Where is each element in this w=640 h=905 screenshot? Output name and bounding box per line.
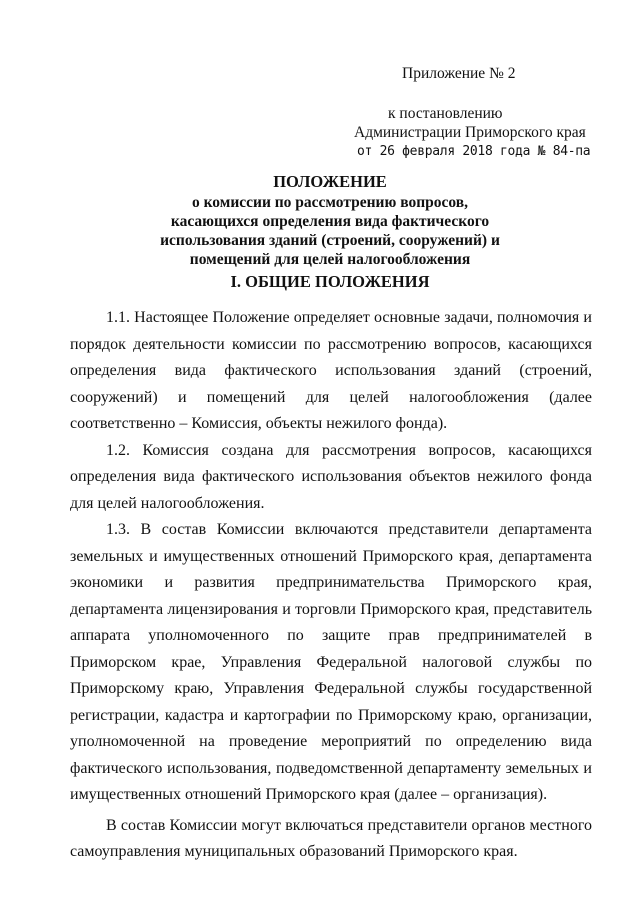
section-heading: I. ОБЩИЕ ПОЛОЖЕНИЯ (230, 272, 430, 291)
title-line-4: использования зданий (строений, сооружений) и (160, 232, 500, 249)
reference-line-1: к постановлению (388, 105, 503, 122)
paragraph-1-3: 1.3. В состав Комиссии включаются представители департамента земельных и имущественных отношений Приморского края, департамента экономики и развития предпринимательства Приморского края, департамента лицензирования и торговли Приморского края, представитель аппарата уполномоченного по защите прав предпринимателей в Приморском крае, Управления Федеральной налоговой службы по Приморскому краю, Управления Федеральной службы государственной регистрации, кадастра и картографии по Приморскому краю, организации, уполномоченной на проведение мероприятий по определению вида фактического использования, подведомственной департаменту земельных и имущественных отношений Приморского края (далее – организация). (70, 521, 592, 803)
title-line-1: ПОЛОЖЕНИЕ (273, 172, 387, 191)
resolution-reference (340, 104, 600, 161)
reference-line-2: Администрации Приморского края (354, 124, 586, 141)
paragraph-1-3-continued: В состав Комиссии могут включаться представители органов местного самоуправления муниципальных образований Приморского края. (70, 816, 592, 860)
title-line-2: о комиссии по рассмотрению вопросов, (191, 194, 469, 211)
paragraph-1-1: 1.1. Настоящее Положение определяет основные задачи, полномочия и порядок деятельности комиссии по рассмотрению вопросов, касающихся определения вида фактического использования зданий (строений, сооружений) и помещений для целей налогообложения (далее соответственно – Комиссия, объекты нежилого фонда). (70, 309, 592, 432)
document-title (60, 172, 600, 269)
reference-date-number: от 26 февраля 2018 года № 84-па (357, 144, 591, 159)
appendix-label: Приложение № 2 (402, 65, 516, 82)
paragraph-1-2: 1.2. Комиссия создана для рассмотрения вопросов, касающихся определения вида фактического использования объектов нежилого фонда для целей налогообложения. (70, 441, 592, 512)
title-line-3: касающихся определения вида фактического (170, 213, 490, 230)
title-line-5: помещений для целей налогообложения (189, 251, 471, 268)
body-text (70, 305, 592, 866)
